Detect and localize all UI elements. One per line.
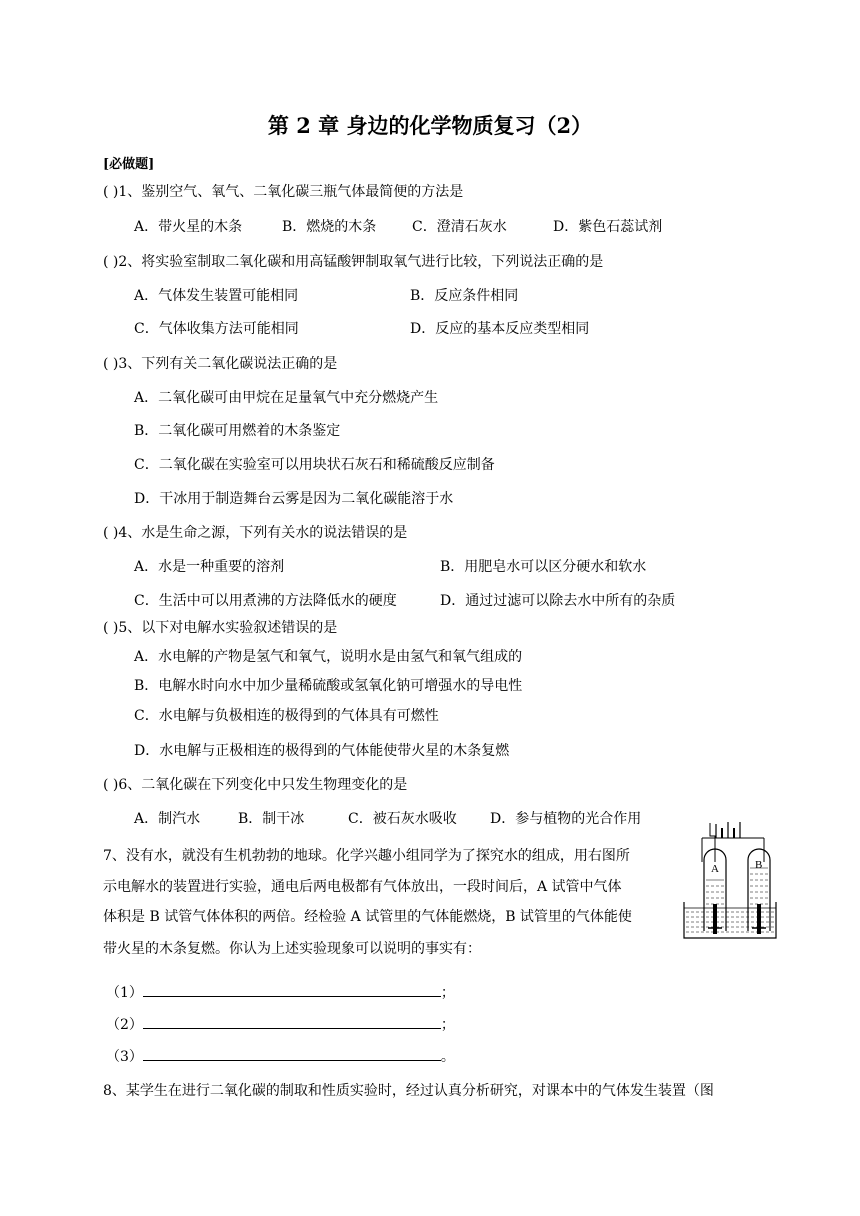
q5-option-b: B．电解水时向水中加少量稀硫酸或氢氧化钠可增强水的导电性 <box>134 678 523 694</box>
q1-option-c: C．澄清石灰水 <box>412 219 507 235</box>
question-4-stem: ( )4、水是生命之源，下列有关水的说法错误的是 <box>103 525 408 541</box>
question-7-line-3: 体积是 B 试管气体体积的两倍。经检验 A 试管里的气体能燃烧，B 试管里的气体能使 <box>103 909 632 925</box>
q2-option-b: B．反应条件相同 <box>410 288 519 304</box>
answer-blank-1[interactable] <box>106 982 455 1002</box>
blank-end: ； <box>440 985 455 1001</box>
blank-line[interactable] <box>143 982 441 997</box>
q4-option-b: B．用肥皂水可以区分硬水和软水 <box>440 559 647 575</box>
question-1-stem: ( )1、鉴别空气、氧气、二氧化碳三瓶气体最简便的方法是 <box>103 184 464 200</box>
blank-end: 。 <box>440 1049 455 1065</box>
question-7-line-4: 带火星的木条复燃。你认为上述实验现象可以说明的事实有： <box>103 941 481 957</box>
q4-option-a: A．水是一种重要的溶剂 <box>134 559 285 575</box>
q1-option-d: D．紫色石蕊试剂 <box>553 219 663 235</box>
q5-option-c: C．水电解与负极相连的极得到的气体具有可燃性 <box>134 708 439 724</box>
q3-option-d: D．干冰用于制造舞台云雾是因为二氧化碳能溶于水 <box>134 491 454 507</box>
q6-option-d: D．参与植物的光合作用 <box>490 811 642 827</box>
question-7-line-1: 7、没有水，就没有生机勃勃的地球。化学兴趣小组同学为了探究水的组成，用右图所 <box>103 848 630 864</box>
blank-label: （3） <box>106 1049 143 1065</box>
q5-option-a: A．水电解的产物是氢气和氧气，说明水是由氢气和氧气组成的 <box>134 649 523 665</box>
electrolysis-apparatus-diagram <box>680 816 780 944</box>
q6-option-a: A．制汽水 <box>134 811 201 827</box>
tube-b-label: B <box>755 859 763 871</box>
blank-line[interactable] <box>143 1046 441 1061</box>
q4-option-c: C．生活中可以用煮沸的方法降低水的硬度 <box>134 593 397 609</box>
question-6-stem: ( )6、二氧化碳在下列变化中只发生物理变化的是 <box>103 777 408 793</box>
question-3-stem: ( )3、下列有关二氧化碳说法正确的是 <box>103 356 338 372</box>
q2-option-d: D．反应的基本反应类型相同 <box>410 321 590 337</box>
question-5-stem: ( )5、以下对电解水实验叙述错误的是 <box>103 620 338 636</box>
page-title: 第 2 章 身边的化学物质复习（2） <box>267 113 593 138</box>
answer-blank-3[interactable] <box>106 1046 455 1066</box>
answer-blank-2[interactable] <box>106 1014 455 1034</box>
q4-option-d: D．通过过滤可以除去水中所有的杂质 <box>440 593 676 609</box>
question-2-stem: ( )2、将实验室制取二氧化碳和用高锰酸钾制取氧气进行比较，下列说法正确的是 <box>103 254 604 270</box>
q3-option-c: C．二氧化碳在实验室可以用块状石灰石和稀硫酸反应制备 <box>134 457 495 473</box>
tube-a-label: A <box>711 863 719 875</box>
q6-option-c: C．被石灰水吸收 <box>348 811 457 827</box>
question-7-line-2: 示电解水的装置进行实验，通电后两电极都有气体放出，一段时间后，A 试管中气体 <box>103 879 622 895</box>
q2-option-a: A．气体发生装置可能相同 <box>134 288 299 304</box>
q3-option-b: B．二氧化碳可用燃着的木条鉴定 <box>134 423 341 439</box>
blank-end: ； <box>440 1017 455 1033</box>
blank-label: （1） <box>106 985 143 1001</box>
blank-label: （2） <box>106 1017 143 1033</box>
section-label: [必做题] <box>103 157 155 172</box>
question-8-line-1: 8、某学生在进行二氧化碳的制取和性质实验时，经过认真分析研究，对课本中的气体发生装置（图 <box>103 1083 714 1099</box>
q5-option-d: D．水电解与正极相连的极得到的气体能使带火星的木条复燃 <box>134 743 510 759</box>
q1-option-a: A．带火星的木条 <box>134 219 243 235</box>
blank-line[interactable] <box>143 1014 441 1029</box>
q6-option-b: B．制干冰 <box>238 811 305 827</box>
q3-option-a: A．二氧化碳可由甲烷在足量氧气中充分燃烧产生 <box>134 390 439 406</box>
q1-option-b: B．燃烧的木条 <box>282 219 377 235</box>
q2-option-c: C．气体收集方法可能相同 <box>134 321 299 337</box>
